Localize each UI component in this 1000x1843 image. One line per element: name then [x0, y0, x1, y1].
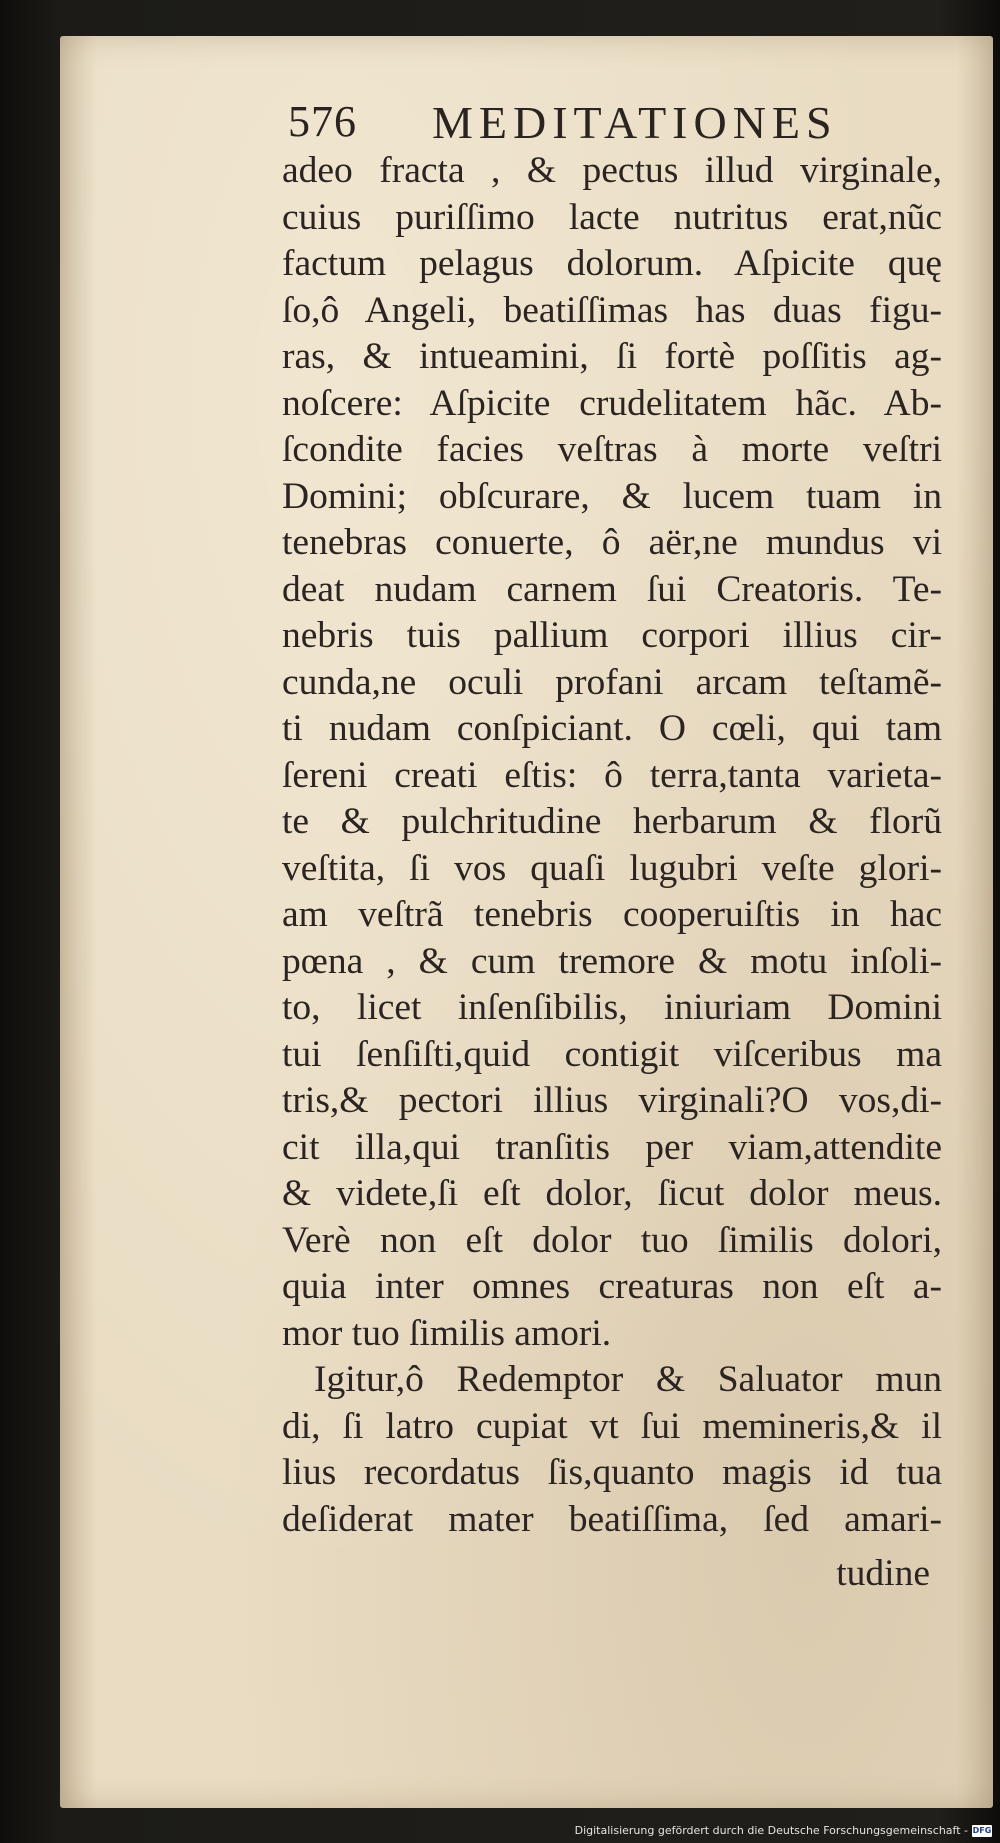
text-line: pœna , & cum tremore & motu inſoli-: [282, 940, 942, 982]
text-line: ſo,ô Angeli, beatiſſimas has duas figu-: [282, 289, 942, 331]
page-number: 576: [288, 97, 357, 146]
text-line: tris,& pectori illius virginali?O vos,di-: [282, 1080, 942, 1121]
text-line: di, ſi latro cupiat vt ſui memineris,& il: [282, 1405, 942, 1447]
text-line: Verè non eſt dolor tuo ſimilis dolori,: [282, 1219, 942, 1261]
text-line: noſcere: Aſpicite crudelitatem hãc. Ab-: [282, 382, 942, 424]
body-text: [282, 148, 942, 1543]
text-line: cit illa,qui tranſitis per viam,attendite: [282, 1126, 942, 1168]
text-line: deſiderat mater beatiſſima, ſed amari-: [282, 1498, 942, 1540]
text-line: factum pelagus dolorum. Aſpicite quę: [282, 243, 942, 284]
text-line: ſcondite facies veſtras à morte veſtri: [282, 429, 942, 470]
page-title: MEDITATIONES: [432, 97, 838, 148]
catchword: tudine: [836, 1553, 930, 1594]
text-line: cunda,ne oculi profani arcam teſtamẽ-: [282, 661, 942, 703]
text-line-paragraph-start: Igitur,ô Redemptor & Saluator mun: [314, 1359, 942, 1400]
text-line: deat nudam carnem ſui Creatoris. Te-: [282, 568, 942, 610]
text-line: ſereni creati eſtis: ô terra,tanta varieta-: [282, 754, 942, 796]
credit-text: Digitalisierung gefördert durch die Deutsche Forschungsgemeinschaft -: [574, 1824, 968, 1837]
text-line: lius recordatus ſis,quanto magis id tua: [282, 1452, 942, 1493]
text-line: tui ſenſiſti,quid contigit viſceribus ma: [282, 1033, 942, 1075]
text-line: am veſtrã tenebris cooperuiſtis in hac: [282, 894, 942, 935]
text-line: veſtita, ſi vos quaſi lugubri veſte glori-: [282, 847, 942, 889]
text-line: mor tuo ſimilis amori.: [282, 1312, 612, 1354]
text-line: nebris tuis pallium corpori illius cir-: [282, 615, 942, 656]
running-head: [288, 96, 888, 156]
text-line: to, licet inſenſibilis, iniuriam Domini: [282, 987, 942, 1028]
text-line: adeo fracta , & pectus illud virginale,: [282, 150, 942, 191]
text-line: tenebras conuerte, ô aër,ne mundus vi: [282, 522, 942, 563]
text-line: & videte,ſi eſt dolor, ſicut dolor meus.: [282, 1173, 942, 1214]
text-line: ras, & intueamini, ſi fortè poſſitis ag-: [282, 336, 942, 377]
dfg-logo-icon: DFG: [972, 1825, 992, 1835]
digitization-credit: [575, 1824, 992, 1837]
text-line: cuius puriſſimo lacte nutritus erat,nũc: [282, 196, 942, 238]
text-line: Domini; obſcurare, & lucem tuam in: [282, 475, 942, 517]
text-line: quia inter omnes creaturas non eſt a-: [282, 1266, 942, 1307]
text-line: ti nudam conſpiciant. O cœli, qui tam: [282, 708, 942, 749]
text-line: te & pulchritudine herbarum & florũ: [282, 801, 942, 842]
